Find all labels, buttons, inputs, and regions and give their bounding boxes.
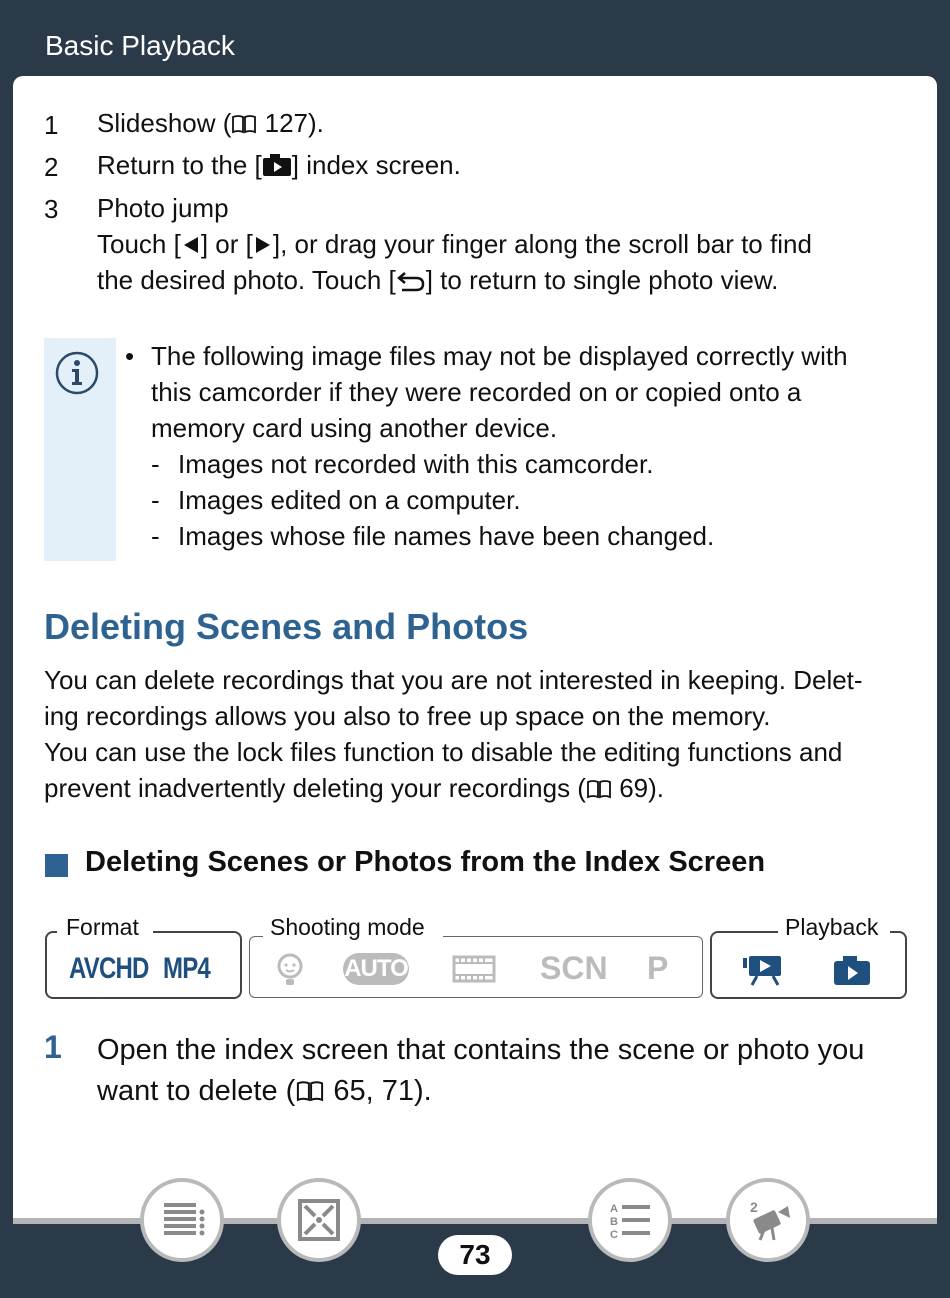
- note-dash: -: [151, 521, 160, 551]
- list-item-slideshow[interactable]: [97, 105, 324, 141]
- section-paragraph: ing recordings allows you also to free up space on the memory.: [44, 701, 771, 731]
- format-label: Format: [66, 914, 139, 940]
- page-number: 73: [438, 1235, 512, 1275]
- camcorder-icon: [730, 1182, 806, 1258]
- playback-label: Playback: [785, 914, 879, 940]
- photo-jump-description-2: [97, 262, 778, 298]
- list-text: ] index screen.: [291, 150, 461, 180]
- note-line: memory card using another device.: [151, 413, 558, 443]
- video-playback-icon: [741, 954, 785, 988]
- menu-button[interactable]: [277, 1178, 361, 1262]
- subsection-marker: [45, 854, 68, 877]
- section-paragraph: You can delete recordings that you are not interested in keeping. Delet-: [44, 665, 863, 695]
- list-text: Return to the [: [97, 150, 262, 180]
- format-mp4: MP4: [163, 952, 210, 985]
- table-of-contents-icon: [144, 1182, 220, 1258]
- return-icon: [396, 270, 426, 292]
- camcorder-button[interactable]: [726, 1178, 810, 1262]
- svg-text:2: 2: [750, 1199, 758, 1215]
- list-number: 2: [44, 152, 59, 182]
- book-icon: [586, 779, 612, 799]
- baby-mode-icon: [275, 952, 305, 988]
- cinema-mode-icon: [451, 952, 499, 986]
- note-sub-item: Images edited on a computer.: [178, 485, 521, 515]
- p-mode-label: P: [647, 950, 669, 986]
- note-bullet: •: [125, 341, 135, 371]
- step-text-2[interactable]: [97, 1071, 432, 1112]
- text: Touch [: [97, 229, 181, 259]
- scn-mode-label: SCN: [540, 950, 608, 986]
- text: ], or drag your finger along the scroll bar to find: [272, 229, 812, 259]
- index-button[interactable]: [588, 1178, 672, 1262]
- index-icon: [592, 1182, 668, 1258]
- list-item-return-index[interactable]: [97, 147, 461, 183]
- step-text: Open the index screen that contains the scene or photo you: [97, 1034, 865, 1066]
- format-avchd: AVCHD: [69, 952, 149, 985]
- text: the desired photo. Touch [: [97, 265, 396, 295]
- text: prevent inadvertently deleting your recordings (: [44, 773, 586, 803]
- list-item-photo-jump: Photo jump: [97, 193, 229, 223]
- photo-playback-icon: [262, 153, 292, 177]
- table-of-contents-button[interactable]: [140, 1178, 224, 1262]
- svg-text:C: C: [610, 1229, 618, 1241]
- note-line: The following image files may not be displayed correctly with: [151, 341, 848, 371]
- section-paragraph-last[interactable]: [44, 770, 664, 806]
- text: 65, 71).: [325, 1075, 432, 1107]
- triangle-right-icon: [253, 235, 273, 255]
- list-text: Slideshow (: [97, 108, 232, 138]
- photo-jump-description: [97, 226, 812, 262]
- note-dash: -: [151, 485, 160, 515]
- shooting-mode-label: Shooting mode: [270, 914, 425, 940]
- section-title: Deleting Scenes and Photos: [44, 606, 529, 647]
- subsection-title: Deleting Scenes or Photos from the Index Screen: [85, 846, 766, 878]
- text: 69).: [611, 773, 664, 803]
- text: ] or [: [200, 229, 253, 259]
- auto-mode-label: AUTO: [344, 955, 408, 982]
- book-icon: [231, 114, 257, 134]
- list-number: 1: [44, 110, 59, 140]
- section-paragraph: You can use the lock files function to disable the editing functions and: [44, 737, 843, 767]
- menu-icon: [281, 1182, 357, 1258]
- page-content: [13, 76, 937, 1220]
- svg-text:A: A: [610, 1203, 618, 1215]
- photo-playback-icon: [833, 954, 871, 986]
- note-sub-item: Images not recorded with this camcorder.: [178, 449, 654, 479]
- note-dash: -: [151, 449, 160, 479]
- page-header-title: Basic Playback: [45, 30, 235, 61]
- text: ] to return to single photo view.: [425, 265, 779, 295]
- step-number: 1: [44, 1029, 62, 1065]
- text: want to delete (: [97, 1075, 296, 1107]
- book-icon: [295, 1080, 325, 1102]
- list-number: 3: [44, 194, 59, 224]
- svg-text:B: B: [610, 1216, 618, 1228]
- info-icon: [54, 350, 100, 396]
- note-line: this camcorder if they were recorded on or copied onto a: [151, 377, 802, 407]
- auto-mode-badge: [343, 953, 409, 985]
- triangle-left-icon: [181, 235, 201, 255]
- list-text: 127).: [257, 108, 324, 138]
- note-sub-item: Images whose file names have been changed.: [178, 521, 715, 551]
